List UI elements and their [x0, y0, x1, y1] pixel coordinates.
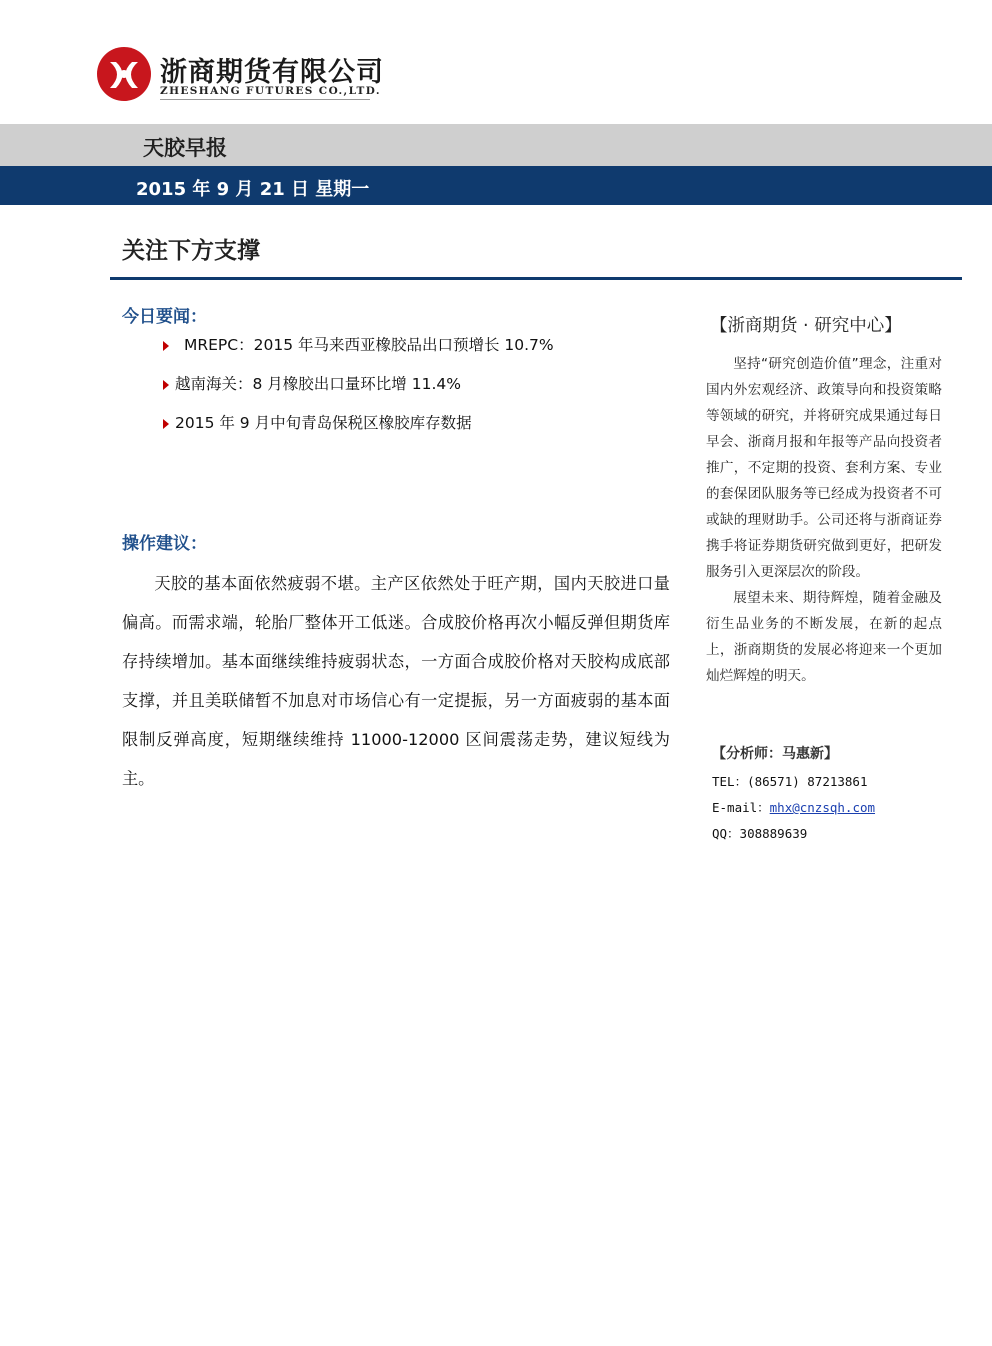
- sidebar-title: 【浙商期货 · 研究中心】: [710, 316, 902, 336]
- company-name-en: ZHESHANG FUTURES CO.,LTD.: [160, 85, 381, 97]
- bullet-icon: [163, 380, 169, 390]
- news-section-title: 今日要闻：: [122, 307, 207, 327]
- analyst-contact: [712, 743, 952, 847]
- date-band: [0, 166, 992, 205]
- analyst-title: 【分析师：马惠新】: [712, 746, 838, 762]
- headline: 关注下方支撑: [122, 238, 260, 264]
- news-item: MREPC：2015 年马来西亚橡胶品出口预增长 10.7%: [163, 334, 554, 373]
- sidebar-paragraph: 展望未来、期待辉煌，随着金融及衍生品业务的不断发展，在新的起点上，浙商期货的发展必将迎来一个更加灿烂辉煌的明天。: [706, 590, 942, 684]
- report-date: 2015 年 9 月 21 日 星期一: [136, 179, 370, 200]
- headline-rule: [110, 277, 962, 280]
- news-list: [163, 334, 554, 451]
- research-center-sidebar: [706, 312, 942, 689]
- logo-divider: [160, 99, 370, 100]
- news-item: 越南海关：8 月橡胶出口量环比增 11.4%: [163, 373, 554, 412]
- bullet-icon: [163, 341, 169, 351]
- news-item: 2015 年 9 月中旬青岛保税区橡胶库存数据: [163, 412, 554, 451]
- sidebar-paragraph: 坚持“研究创造价值”理念，注重对国内外宏观经济、政策导向和投资策略等领域的研究，并将研究成果通过每日早会、浙商月报和年报等产品向投资者推广，不定期的投资、套利方案、专业的套保团队服务等已经成为投资者不可或缺的理财助手。公司还将与浙商证券携手将证券期货研究做到更好，把研发服务引入更深层次的阶段。: [706, 356, 942, 580]
- advice-section-title: 操作建议：: [122, 534, 207, 554]
- advice-body: 天胶的基本面依然疲弱不堪。主产区依然处于旺产期，国内天胶进口量偏高。而需求端，轮胎厂整体开工低迷。合成胶价格再次小幅反弹但期货库存持续增加。基本面继续维持疲弱状态，一方面合成胶价格对天胶构成底部支撑，并且美联储暂不加息对市场信心有一定提振，另一方面疲弱的基本面限制反弹高度，短期继续维持 11000-12000 区间震荡走势，建议短线为主。: [122, 574, 670, 788]
- report-name: 天胶早报: [143, 136, 227, 160]
- analyst-email-link[interactable]: mhx@cnzsqh.com: [769, 800, 876, 815]
- email-label: E-mail：: [712, 800, 770, 815]
- company-logo: [96, 46, 386, 106]
- analyst-email-row: [712, 795, 952, 821]
- report-title-band: [0, 124, 992, 166]
- company-logo-icon: [96, 46, 152, 102]
- analyst-tel: TEL：(86571) 87213861: [712, 774, 868, 789]
- company-name-cn: 浙商期货有限公司: [160, 57, 384, 88]
- analyst-qq: QQ：308889639: [712, 826, 808, 841]
- bullet-icon: [163, 419, 169, 429]
